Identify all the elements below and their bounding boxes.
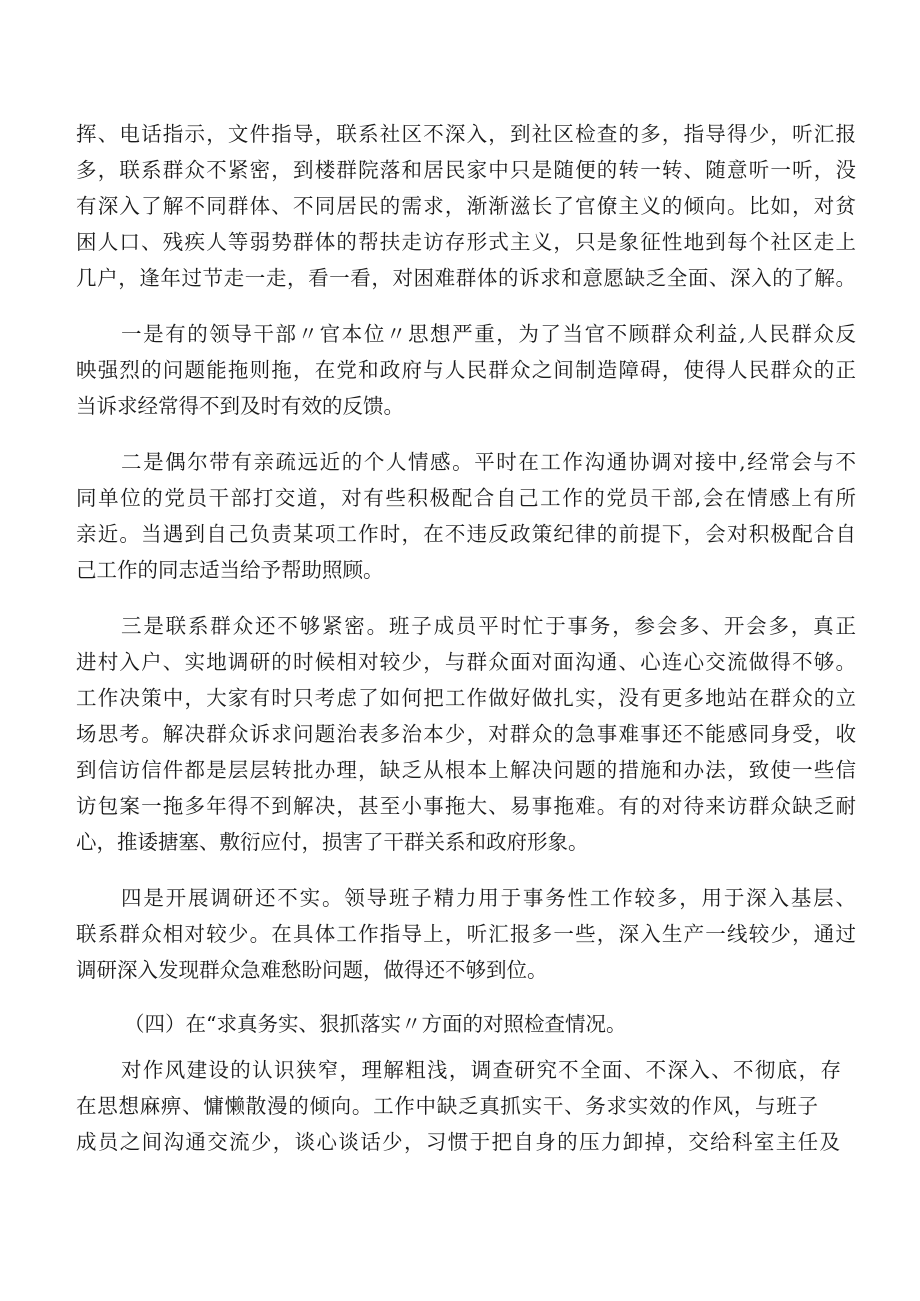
text-line: 当诉求经常得不到及时有效的反馈。 [76,394,404,418]
text-line: 到信访信件都是层层转批办理，缺乏从根本上解决问题的措施和办法，致使一些信 [76,758,856,782]
text-line: 几户，逢年过节走一走，看一看，对困难群体的诉求和意愿缺乏全面、深入的了解。 [76,266,856,290]
paragraph-first-line: 四是开展调研还不实。领导班子精力用于事务性工作较多，用于深入基层、 [121,886,856,910]
text-line: 挥、电话指示，文件指导，联系社区不深入，到社区检查的多，指导得少，听汇报 [76,122,856,146]
text-line: 访包案一拖多年得不到解决，甚至小事拖大、易事拖难。有的对待来访群众缺乏耐 [76,794,856,818]
paragraph-first-line: 一是有的领导干部〃官本位〃思想严重，为了当官不顾群众利益,人民群众反 [121,322,856,346]
text-line: 多，联系群众不紧密，到楼群院落和居民家中只是随便的转一转、随意听一听，没 [76,158,856,182]
text-line: 映强烈的问题能拖则拖，在党和政府与人民群众之间制造障碍，使得人民群众的正 [76,358,856,382]
text-line: 亲近。当遇到自己负责某项工作时，在不违反政策纪律的前提下，会对积极配合自 [76,522,856,546]
text-line: 调研深入发现群众急难愁盼问题，做得还不够到位。 [76,958,548,982]
paragraph-first-line: 对作风建设的认识狭窄，理解粗浅，调查研究不全面、不深入、不彻底，存 [121,1058,841,1082]
text-line: 有深入了解不同群体、不同居民的需求，渐渐滋长了官僚主义的倾向。比如，对贫 [76,194,856,218]
text-line: 困人口、残疾人等弱势群体的帮扶走访存形式主义，只是象征性地到每个社区走上 [76,230,856,254]
text-line: 在思想麻痹、慵懒散漫的倾向。工作中缺乏真抓实干、务求实效的作风，与班子 [76,1094,818,1118]
paragraph-first-line: 三是联系群众还不够紧密。班子成员平时忙于事务，参会多、开会多，真正 [121,614,856,638]
text-line: 进村入户、实地调研的时候相对较少，与群众面对面沟通、心连心交流做得不够。 [76,650,856,674]
section-heading: （四）在“求真务实、狠抓落实〃方面的对照检查情况。 [124,1012,627,1036]
text-line: 联系群众相对较少。在具体工作指导上，听汇报多一些，深入生产一线较少，通过 [76,922,856,946]
text-line: 场思考。解决群众诉求问题治表多治本少，对群众的急事难事还不能感同身受，收 [76,722,856,746]
text-line: 同单位的党员干部打交道，对有些积极配合自己工作的党员干部,会在情感上有所 [76,486,856,510]
text-line: 心，推诿搪塞、敷衍应付，损害了干群关系和政府形象。 [76,830,589,854]
paragraph-first-line: 二是偶尔带有亲疏远近的个人情感。平时在工作沟通协调对接中,经常会与不 [121,450,856,474]
text-line: 己工作的同志适当给予帮助照顾。 [76,558,384,582]
text-line: 成员之间沟通交流少，谈心谈话少，习惯于把自身的压力卸掉，交给科室主任及 [76,1130,840,1154]
text-line: 工作决策中，大家有时只考虑了如何把工作做好做扎实，没有更多地站在群众的立 [76,686,856,710]
